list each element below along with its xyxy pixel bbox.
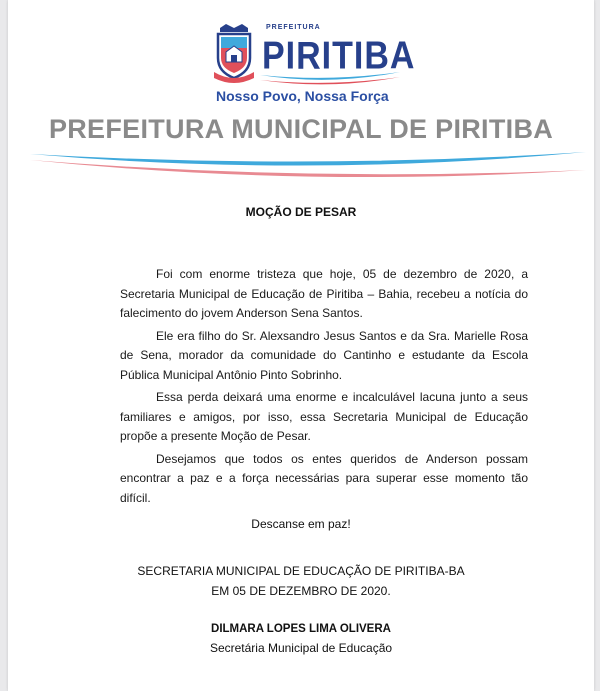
signer-role: Secretária Municipal de Educação <box>209 641 393 655</box>
logo-small-label: PREFEITURA <box>266 24 321 31</box>
document-title: MOÇÃO DE PESAR <box>245 205 357 219</box>
body-paragraph: Ele era filho do Sr. Alexsandro Jesus Santos e da Sra. Marielle Rosa de Sena, morador da comunidade do Cantinho e estudante da Escola Pública Municipal Antônio Pinto Sobrinho. <box>120 328 528 382</box>
body-paragraph: Desejamos que todos os entes queridos de Anderson possam encontrar a paz e a força necessárias para superar esse momento tão difícil. <box>120 451 528 505</box>
document-body <box>120 265 528 511</box>
date-line: EM 05 DE DEZEMBRO DE 2020. <box>211 584 391 598</box>
org-line: SECRETARIA MUNICIPAL DE EDUCAÇÃO DE PIRITIBA-BA <box>137 564 465 578</box>
signature-organization <box>8 561 594 601</box>
body-paragraph: Foi com enorme tristeza que hoje, 05 de dezembro de 2020, a Secretaria Municipal de Educação de Piritiba – Bahia, recebeu a notícia do falecimento do jovem Anderson Sena Santos. <box>120 267 528 320</box>
farewell-line: Descanse em paz! <box>251 517 351 531</box>
prefeitura-logo <box>208 14 416 110</box>
body-paragraph: Essa perda deixará uma enorme e incalculável lacuna junto a seus familiares e amigos, por isso, essa Secretaria Municipal de Educação propõe a presente Moção de Pesar. <box>120 390 528 443</box>
document-page <box>8 0 594 691</box>
logo-slogan: Nosso Povo, Nossa Força <box>216 88 389 104</box>
logo-name: PIRITIBA <box>262 34 416 78</box>
logo-swoosh-graphic <box>260 72 400 86</box>
signer-name: DILMARA LOPES LIMA OLIVERA <box>211 623 391 635</box>
header-swoosh-graphic <box>8 144 594 188</box>
coat-of-arms-icon <box>212 22 256 84</box>
header-title: PREFEITURA MUNICIPAL DE PIRITIBA <box>48 114 554 144</box>
